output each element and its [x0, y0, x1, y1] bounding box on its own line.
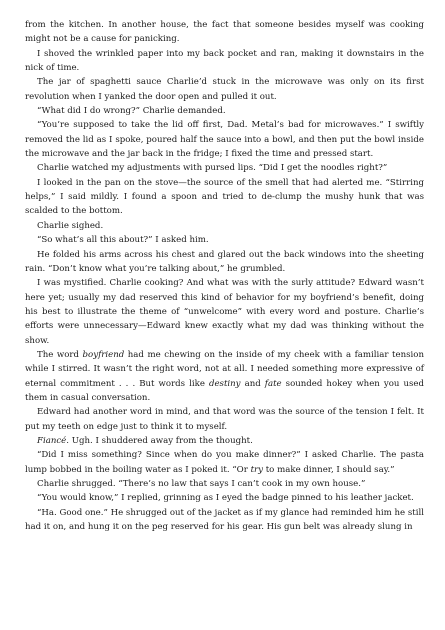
- paragraph: [25, 491, 424, 505]
- text-run: I was mystified. Charlie cooking? And what was with the surly attitude? Edward wasn’t here yet; usually my dad reserved this kind of behavior for my boyfriend’s benefit, doing his best to illustrate the theme of “unwelcome” with every word and posture. Charlie’s efforts were unnecessary—Edward knew exactly what my dad was thinking without the show.: [25, 278, 424, 346]
- emphasized-text: Fiancé: [37, 435, 67, 446]
- paragraph: [25, 233, 424, 247]
- paragraph: [25, 176, 424, 219]
- text-run: had me chewing on the inside of my cheek with a familiar tension while I stirred. It wasn’t the right word, not at all. I needed something more expressive of eternal commitment . . . But words like: [25, 349, 424, 389]
- text-run: I shoved the wrinkled paper into my back pocket and ran, making it downstairs in the nick of time.: [25, 48, 424, 74]
- paragraph: [25, 448, 424, 477]
- paragraph: [25, 348, 424, 405]
- text-run: Charlie sighed.: [37, 220, 104, 231]
- emphasized-text: try: [250, 464, 263, 475]
- text-run: “You’re supposed to take the lid off first, Dad. Metal’s bad for microwaves.” I swiftly removed the lid as I spoke, poured half the sauce into a bowl, and then put the bowl inside the microwave and the jar back in the fridge; I fixed the time and pressed start.: [25, 120, 424, 160]
- paragraph: [25, 405, 424, 434]
- text-run: I looked in the pan on the stove—the source of the smell that had alerted me. “Stirring helps,” I said mildly. I found a spoon and tried to de-clump the mushy hunk that was scalded to the bottom.: [25, 177, 424, 217]
- emphasized-text: fate: [264, 378, 282, 389]
- text-run: The jar of spaghetti sauce Charlie’d stuck in the microwave was only on its first revolution when I yanked the door open and pulled it out.: [25, 77, 424, 102]
- text-run: The word: [37, 349, 83, 360]
- paragraph: [25, 506, 424, 535]
- emphasized-text: boyfriend: [82, 349, 125, 360]
- text-run: “What did I do wrong?” Charlie demanded.: [37, 106, 226, 117]
- text-run: to make dinner, I should say.”: [263, 464, 395, 475]
- text-run: “So what’s all this about?” I asked him.: [37, 235, 209, 246]
- paragraph: [25, 118, 424, 161]
- paragraph: [25, 434, 424, 448]
- text-run: Charlie watched my adjustments with pursed lips. “Did I get the noodles right?”: [37, 163, 388, 174]
- emphasized-text: destiny: [208, 378, 241, 389]
- text-run: sounded hokey when you used them in casual conversation.: [25, 378, 424, 403]
- text-run: from the kitchen. In another house, the fact that someone besides myself was cooking might not be a cause for panicking.: [25, 20, 424, 45]
- book-page-text: [25, 18, 424, 534]
- paragraph: [25, 161, 424, 175]
- paragraph: [25, 47, 424, 76]
- paragraph: [25, 477, 424, 491]
- text-run: “Did I miss something? Since when do you make dinner?” I asked Charlie. The pasta lump bobbed in the boiling water as I poked it. “Or: [25, 450, 424, 475]
- paragraph: [25, 75, 424, 104]
- text-run: Edward had another word in mind, and that word was the source of the tension I felt. It put my teeth on edge just to think it to myself.: [25, 407, 424, 432]
- text-run: “You would know,” I replied, grinning as I eyed the badge pinned to his leather jacket.: [37, 493, 414, 504]
- text-run: He folded his arms across his chest and glared out the back windows into the sheeting rain. “Don’t know what you’re talking about,” he grumbled.: [25, 249, 424, 274]
- paragraph: [25, 104, 424, 118]
- paragraph: [25, 18, 424, 47]
- text-run: “Ha. Good one.” He shrugged out of the jacket as if my glance had reminded him he still had it on, and hung it on the peg reserved for his gear. His gun belt was already slung in: [25, 507, 424, 533]
- paragraph: [25, 248, 424, 277]
- text-run: and: [240, 378, 265, 389]
- paragraph: [25, 219, 424, 233]
- text-run: Charlie shrugged. “There’s no law that says I can’t cook in my own house.”: [37, 479, 366, 489]
- text-run: . Ugh. I shuddered away from the thought.: [66, 435, 253, 446]
- paragraph: [25, 276, 424, 348]
